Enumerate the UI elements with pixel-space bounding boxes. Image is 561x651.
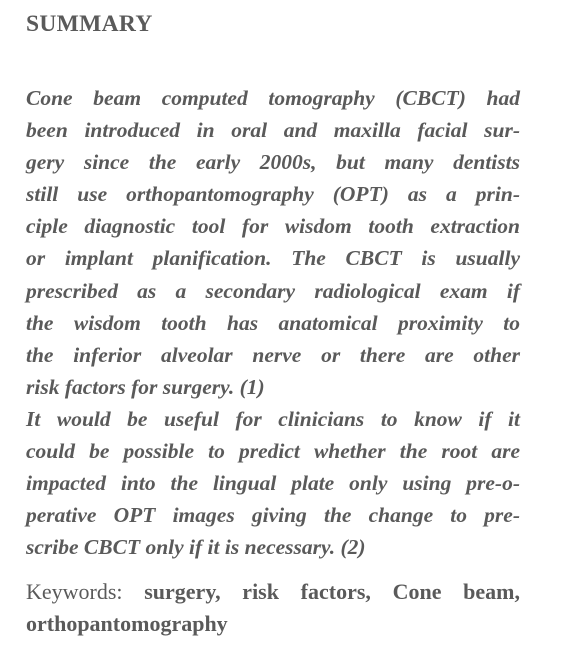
- abstract-line: gery since the early 2000s, but many dentists: [26, 150, 520, 175]
- keywords-line-1: [26, 576, 520, 608]
- abstract-line: prescribed as a secondary radiological exam if: [26, 278, 520, 303]
- abstract-line: risk factors for surgery. (1): [26, 374, 265, 399]
- summary-heading: SUMMARY: [26, 11, 153, 37]
- abstract-line: Cone beam computed tomography (CBCT) had: [26, 86, 520, 110]
- keywords-label: Keywords:: [26, 579, 123, 605]
- summary-section: [26, 8, 520, 640]
- abstract-line: or implant planification. The CBCT is usually: [26, 246, 520, 271]
- paragraph-2: [26, 403, 520, 563]
- abstract-line: still use orthopantomography (OPT) as a prin-: [26, 182, 520, 207]
- abstract-line: the inferior alveolar nerve or there are other: [26, 342, 520, 367]
- abstract-line: could be possible to predict whether the root are: [26, 439, 520, 464]
- keywords-terms: orthopantomography: [26, 611, 228, 637]
- keywords-terms: surgery, risk factors, Cone beam,: [144, 579, 520, 605]
- keywords-line-2: [26, 608, 520, 640]
- keywords-block: [26, 576, 520, 640]
- abstract-line: the wisdom tooth has anatomical proximity to: [26, 310, 520, 335]
- abstract-line: ciple diagnostic tool for wisdom tooth extraction: [26, 214, 520, 239]
- abstract-line: It would be useful for clinicians to know if it: [26, 406, 520, 431]
- summary-abstract: [26, 82, 520, 563]
- abstract-line: perative OPT images giving the change to pre-: [26, 503, 520, 528]
- paragraph-1: [26, 82, 520, 403]
- abstract-line: been introduced in oral and maxilla facial sur-: [26, 118, 520, 143]
- abstract-line: impacted into the lingual plate only using pre-o-: [26, 471, 520, 496]
- abstract-line: scribe CBCT only if it is necessary. (2): [26, 535, 366, 560]
